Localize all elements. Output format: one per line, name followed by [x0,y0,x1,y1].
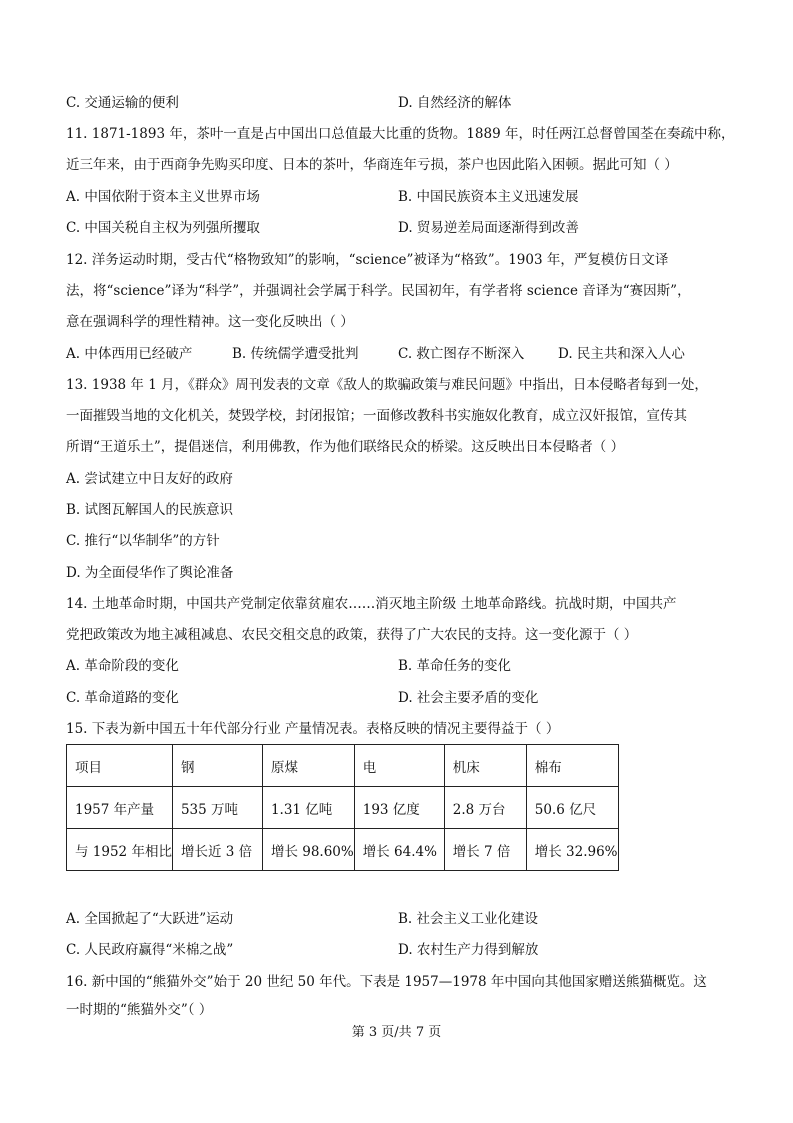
q15-option-c: C. 人民政府赢得“米棉之战” [66,942,234,958]
page-footer: 第 3 页/共 7 页 [351,1025,442,1040]
table-cell: 增长 32.96% [526,829,618,871]
q12-stem-line1: 12. 洋务运动时期，受古代“格物致知”的影响，“science”被译为“格致”。1903 年，严复模仿日文译 [66,252,669,268]
table-cell: 与 1952 年相比 [67,829,173,871]
table-header-cell: 钢 [172,745,262,787]
q14-stem-line2: 党把政策改为地主减租减息、农民交租交息的政策，获得了广大农民的支持。这一变化源于（ ） [66,627,638,643]
table-cell: 增长 98.60% [262,829,354,871]
table-cell: 1957 年产量 [67,787,173,829]
table-row [67,829,619,871]
q14-option-d: D. 社会主要矛盾的变化 [398,690,539,706]
q14-option-a: A. 革命阶段的变化 [66,658,179,674]
q15-option-b: B. 社会主义工业化建设 [398,911,539,927]
option-d-prev: D. 自然经济的解体 [398,95,512,111]
table-header-cell: 电 [354,745,444,787]
q14-stem-line1: 14. 土地革命时期，中国共产党制定依靠贫雇农……消灭地主阶级 土地革命路线。抗战时期，中国共产 [66,596,677,612]
q11-option-d: D. 贸易逆差局面逐渐得到改善 [398,220,579,236]
table-row [67,787,619,829]
table-header-row [67,745,619,787]
q13-stem-line2: 一面摧毁当地的文化机关，焚毁学校，封闭报馆；一面修改教科书实施奴化教育，成立汉奸报馆，宣传其 [66,408,687,424]
table-header-cell: 项目 [67,745,173,787]
q13-option-c: C. 推行“以华制华”的方针 [66,533,220,549]
table-header-cell: 棉布 [526,745,618,787]
q12-stem-line3: 意在强调科学的理性精神。这一变化反映出（ ） [66,314,354,330]
table-cell: 1.31 亿吨 [262,787,354,829]
table-cell: 增长 7 倍 [444,829,526,871]
q12-option-a: A. 中体西用已经破产 [66,346,193,362]
table-cell: 535 万吨 [172,787,262,829]
q12-option-c: C. 救亡图存不断深入 [398,346,525,362]
table-header-cell: 机床 [444,745,526,787]
q15-option-d: D. 农村生产力得到解放 [398,942,539,958]
q11-option-a: A. 中国依附于资本主义世界市场 [66,189,260,205]
q12-option-d: D. 民主共和深入人心 [558,346,685,362]
table-cell: 50.6 亿尺 [526,787,618,829]
q16-stem-line2: 一时期的“熊猫外交”（ ） [66,1002,213,1018]
q13-option-d: D. 为全面侵华作了舆论准备 [66,565,234,581]
q12-option-b: B. 传统儒学遭受批判 [232,346,359,362]
table-cell: 193 亿度 [354,787,444,829]
q12-stem-line2: 法，将“science”译为“科学”，并强调社会学属于科学。民国初年，有学者将 science 音译为“赛因斯”， [66,283,691,299]
table-cell: 2.8 万台 [444,787,526,829]
q11-stem-line1: 11. 1871-1893 年，茶叶一直是占中国出口总值最大比重的货物。1889 年，时任两江总督曾国荃在奏疏中称， [66,126,735,142]
q15-option-a: A. 全国掀起了“大跃进”运动 [66,911,234,927]
q14-option-b: B. 革命任务的变化 [398,658,512,674]
q13-stem-line3: 所谓“王道乐土”，提倡迷信，利用佛教，作为他们联络民众的桥梁。这反映出日本侵略者（ ） [66,439,625,455]
q16-stem-line1: 16. 新中国的“熊猫外交”始于 20 世纪 50 年代。下表是 1957—1978 年中国向其他国家赠送熊猫概览。这 [66,974,707,990]
table-cell: 增长近 3 倍 [172,829,262,871]
table-header-cell: 原煤 [262,745,354,787]
q11-option-c: C. 中国关税自主权为列强所攫取 [66,220,260,236]
option-c-prev: C. 交通运输的便利 [66,95,179,111]
q14-option-c: C. 革命道路的变化 [66,690,179,706]
production-table [66,744,619,871]
q13-option-a: A. 尝试建立中日友好的政府 [66,471,233,487]
q13-stem-line1: 13. 1938 年 1 月，《群众》周刊发表的文章《敌人的欺骗政策与难民问题》中指出，日本侵略者每到一处， [66,377,708,393]
q15-stem-line1: 15. 下表为新中国五十年代部分行业 产量情况表。表格反映的情况主要得益于（ ） [66,721,560,737]
q13-option-b: B. 试图瓦解国人的民族意识 [66,502,234,518]
table-cell: 增长 64.4% [354,829,444,871]
q11-option-b: B. 中国民族资本主义迅速发展 [398,189,579,205]
q11-stem-line2: 近三年来，由于西商争先购买印度、日本的茶叶，华商连年亏损，茶户也因此陷入困顿。据此可知（ ） [66,157,678,173]
